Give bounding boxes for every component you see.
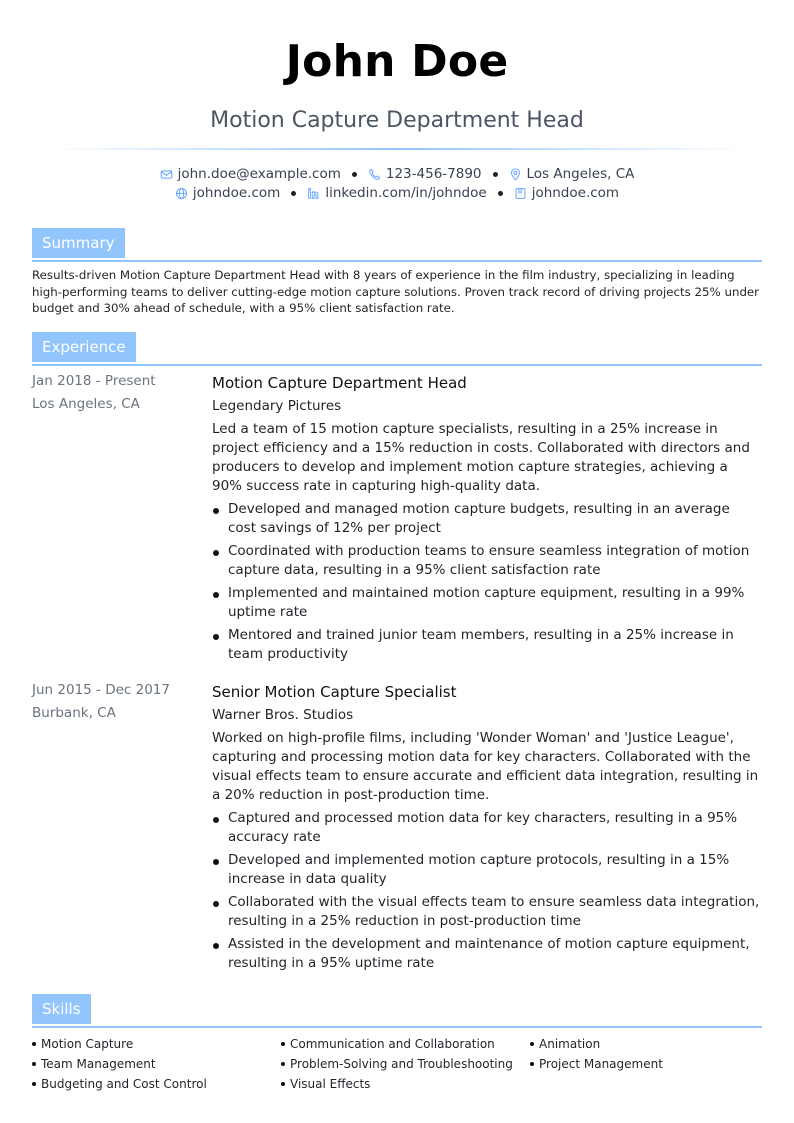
contact-separator: [493, 172, 498, 177]
contact-separator: [498, 191, 503, 196]
skills-column: [530, 1034, 663, 1074]
skill-label: Animation: [539, 1037, 601, 1051]
skill-item: [281, 1034, 513, 1054]
job-details: [212, 682, 762, 977]
skill-label: Budgeting and Cost Control: [41, 1077, 207, 1091]
job-details: [212, 373, 762, 668]
job-title: Senior Motion Capture Specialist: [212, 683, 457, 701]
job-location: Burbank, CA: [32, 705, 116, 721]
bullet-dot: [281, 1082, 285, 1086]
bookmark-icon: [514, 187, 527, 200]
candidate-name: John Doe: [285, 36, 509, 87]
contact-email[interactable]: [160, 166, 341, 182]
job-location: Los Angeles, CA: [32, 396, 140, 412]
skills-column: [281, 1034, 513, 1094]
contact-website[interactable]: [175, 185, 280, 201]
summary-text: Results-driven Motion Capture Department Head with 8 years of experience in the film industry, specializing in leading high-performing teams to deliver cutting-edge motion capture solutions. Proven track record of driving projects 25% under budget and 30% ahead of schedule, with a 95% client satisfaction rate.: [32, 268, 760, 315]
contact-phone-text: 123-456-7890: [385, 166, 482, 182]
contact-location-text: Los Angeles, CA: [526, 166, 635, 182]
job-bullet: Captured and processed motion data for key characters, resulting in a 95% accuracy rate: [212, 809, 762, 847]
job-company: Warner Bros. Studios: [212, 707, 354, 723]
header-divider: [48, 148, 746, 150]
job-description: Worked on high-profile films, including 'Wonder Woman' and 'Justice League', capturing and processing motion data for key characters. Collaborated with the visual effects team to ensure accurate and efficient data integration, resulting in a 20% reduction in post-production time.: [212, 730, 759, 803]
skill-label: Communication and Collaboration: [290, 1037, 495, 1051]
experience-section-title: Experience: [32, 332, 136, 362]
job-description: Led a team of 15 motion capture specialists, resulting in a 25% increase in project efficiency and a 15% reduction in costs. Collaborated with directors and producers to develop and implement motion capture strategies, achieving a 90% success rate in capturing high-quality data.: [212, 421, 750, 494]
bullet-dot: [281, 1042, 285, 1046]
job-company: Legendary Pictures: [212, 398, 342, 414]
skill-label: Problem-Solving and Troubleshooting: [290, 1057, 513, 1071]
contact-portfolio-text: johndoe.com: [531, 185, 620, 201]
skill-label: Project Management: [539, 1057, 663, 1071]
skill-item: [281, 1054, 513, 1074]
job-bullets: [212, 809, 762, 973]
skill-item: [530, 1034, 663, 1054]
job-title: Motion Capture Department Head: [212, 374, 467, 392]
bullet-dot: [32, 1042, 36, 1046]
job-bullet: Mentored and trained junior team members, resulting in a 25% increase in team productivity: [212, 626, 762, 664]
contact-linkedin[interactable]: [307, 185, 486, 201]
bullet-dot: [281, 1062, 285, 1066]
globe-icon: [175, 187, 188, 200]
bullet-dot: [530, 1042, 534, 1046]
job-bullet: Collaborated with the visual effects team to ensure seamless data integration, resulting in a 25% reduction in post-production time: [212, 893, 762, 931]
contact-portfolio[interactable]: [514, 185, 619, 201]
job-bullet: Developed and implemented motion capture protocols, resulting in a 15% increase in data quality: [212, 851, 762, 889]
skills-section-header: [32, 994, 762, 1028]
map-pin-icon: [509, 168, 522, 181]
job-bullet: Assisted in the development and maintenance of motion capture equipment, resulting in a 95% uptime rate: [212, 935, 762, 973]
contact-email-text: john.doe@example.com: [177, 166, 341, 182]
summary-section-title: Summary: [32, 228, 125, 258]
contact-separator: [291, 191, 296, 196]
contact-website-text: johndoe.com: [192, 185, 281, 201]
job-bullets: [212, 500, 762, 664]
job-bullet: Developed and managed motion capture budgets, resulting in an average cost savings of 12% per project: [212, 500, 762, 538]
experience-section-header: [32, 332, 762, 366]
bullet-dot: [32, 1082, 36, 1086]
bullet-dot: [32, 1062, 36, 1066]
skills-column: [32, 1034, 207, 1094]
skill-item: [32, 1054, 207, 1074]
contact-phone[interactable]: [368, 166, 482, 182]
skills-section-title: Skills: [32, 994, 91, 1024]
contact-separator: [352, 172, 357, 177]
job-bullet: Implemented and maintained motion capture equipment, resulting in a 99% uptime rate: [212, 584, 762, 622]
skill-item: [32, 1074, 207, 1094]
linkedin-icon: [307, 187, 320, 200]
contact-location: [509, 166, 635, 182]
envelope-icon: [160, 168, 173, 181]
job-bullet: Coordinated with production teams to ensure seamless integration of motion capture data, resulting in a 95% client satisfaction rate: [212, 542, 762, 580]
skill-label: Team Management: [41, 1057, 156, 1071]
skill-item: [281, 1074, 513, 1094]
skill-item: [530, 1054, 663, 1074]
job-dates: Jun 2015 - Dec 2017: [32, 682, 170, 698]
contact-row-secondary: [0, 185, 794, 201]
summary-section-header: [32, 228, 762, 262]
job-dates: Jan 2018 - Present: [32, 373, 156, 389]
contact-row-primary: [0, 166, 794, 182]
bullet-dot: [530, 1062, 534, 1066]
contact-linkedin-text: linkedin.com/in/johndoe: [325, 185, 487, 201]
skill-label: Motion Capture: [41, 1037, 134, 1051]
skill-label: Visual Effects: [290, 1077, 371, 1091]
candidate-role: Motion Capture Department Head: [210, 108, 584, 133]
skill-item: [32, 1034, 207, 1054]
phone-icon: [368, 168, 381, 181]
